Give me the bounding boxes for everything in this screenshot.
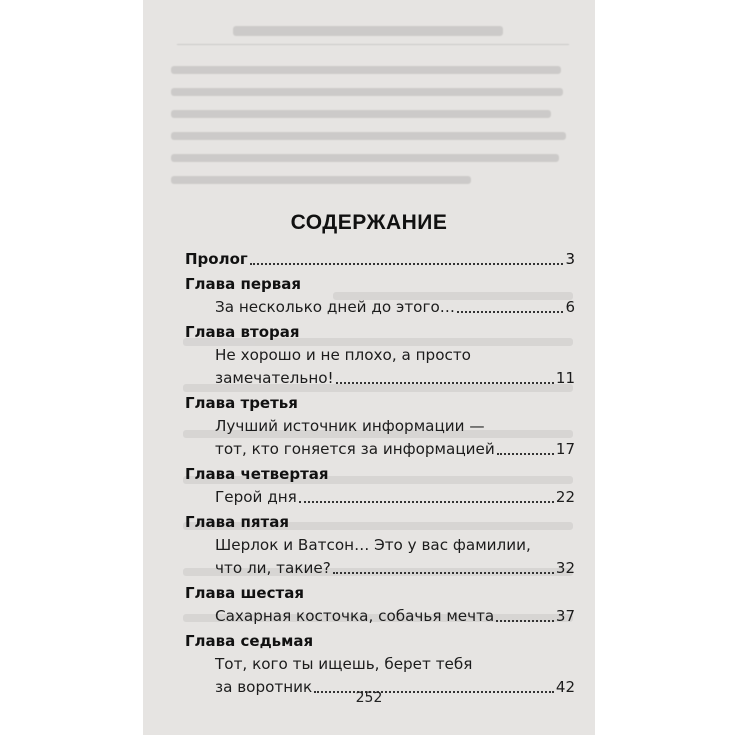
chapter-heading[interactable]: Глава пятая xyxy=(185,513,289,531)
prologue-label: Пролог xyxy=(185,250,248,268)
book-page xyxy=(143,0,595,735)
toc-entry-chapter-4[interactable] xyxy=(215,486,575,508)
chapter-heading[interactable]: Глава вторая xyxy=(185,323,300,341)
leader-dots xyxy=(497,453,554,455)
leader-dots xyxy=(333,572,554,574)
chapter-title-line: тот, кто гоняется за информацией xyxy=(215,440,495,458)
chapter-title-line: За несколько дней до этого… xyxy=(215,298,455,316)
leader-dots xyxy=(336,382,554,384)
toc-entry-prologue[interactable] xyxy=(185,248,575,270)
page-number: 3 xyxy=(565,250,575,268)
chapter-title-line: Не хорошо и не плохо, а просто xyxy=(215,346,471,364)
leader-dots xyxy=(457,311,564,313)
toc-entry-chapter-2[interactable] xyxy=(215,367,575,389)
leader-dots xyxy=(496,620,554,622)
page-number: 6 xyxy=(565,298,575,316)
chapter-heading[interactable]: Глава первая xyxy=(185,275,302,293)
show-through-text xyxy=(143,0,595,190)
chapter-title-line: что ли, такие? xyxy=(215,559,331,577)
chapter-title-line: Шерлок и Ватсон… Это у вас фамилии, xyxy=(215,536,531,554)
chapter-heading[interactable]: Глава седьмая xyxy=(185,632,314,650)
page-number: 32 xyxy=(555,559,575,577)
chapter-title-line: замечательно! xyxy=(215,369,334,387)
leader-dots xyxy=(299,501,554,503)
chapter-heading[interactable]: Глава шестая xyxy=(185,584,304,602)
leader-dots xyxy=(250,263,564,265)
chapter-title-line: Герой дня xyxy=(215,488,297,506)
page-number: 22 xyxy=(555,488,575,506)
chapter-heading[interactable]: Глава четвертая xyxy=(185,465,329,483)
page-number: 42 xyxy=(555,678,575,696)
toc-entry-chapter-5[interactable] xyxy=(215,557,575,579)
page-number: 11 xyxy=(555,369,575,387)
page-folio: 252 xyxy=(355,690,383,706)
chapter-title-line: за воротник xyxy=(215,678,313,696)
toc-title: СОДЕРЖАНИЕ xyxy=(290,211,448,234)
chapter-heading[interactable]: Глава третья xyxy=(185,394,298,412)
chapter-title-line: Лучший источник информации — xyxy=(215,417,485,435)
toc-entry-chapter-3[interactable] xyxy=(215,438,575,460)
toc-entry-chapter-1[interactable] xyxy=(215,296,575,318)
page-number: 37 xyxy=(555,607,575,625)
chapter-title-line: Сахарная косточка, собачья мечта xyxy=(215,607,495,625)
page-number: 17 xyxy=(555,440,575,458)
chapter-title-line: Тот, кого ты ищешь, берет тебя xyxy=(215,655,473,673)
toc-entry-chapter-6[interactable] xyxy=(215,605,575,627)
